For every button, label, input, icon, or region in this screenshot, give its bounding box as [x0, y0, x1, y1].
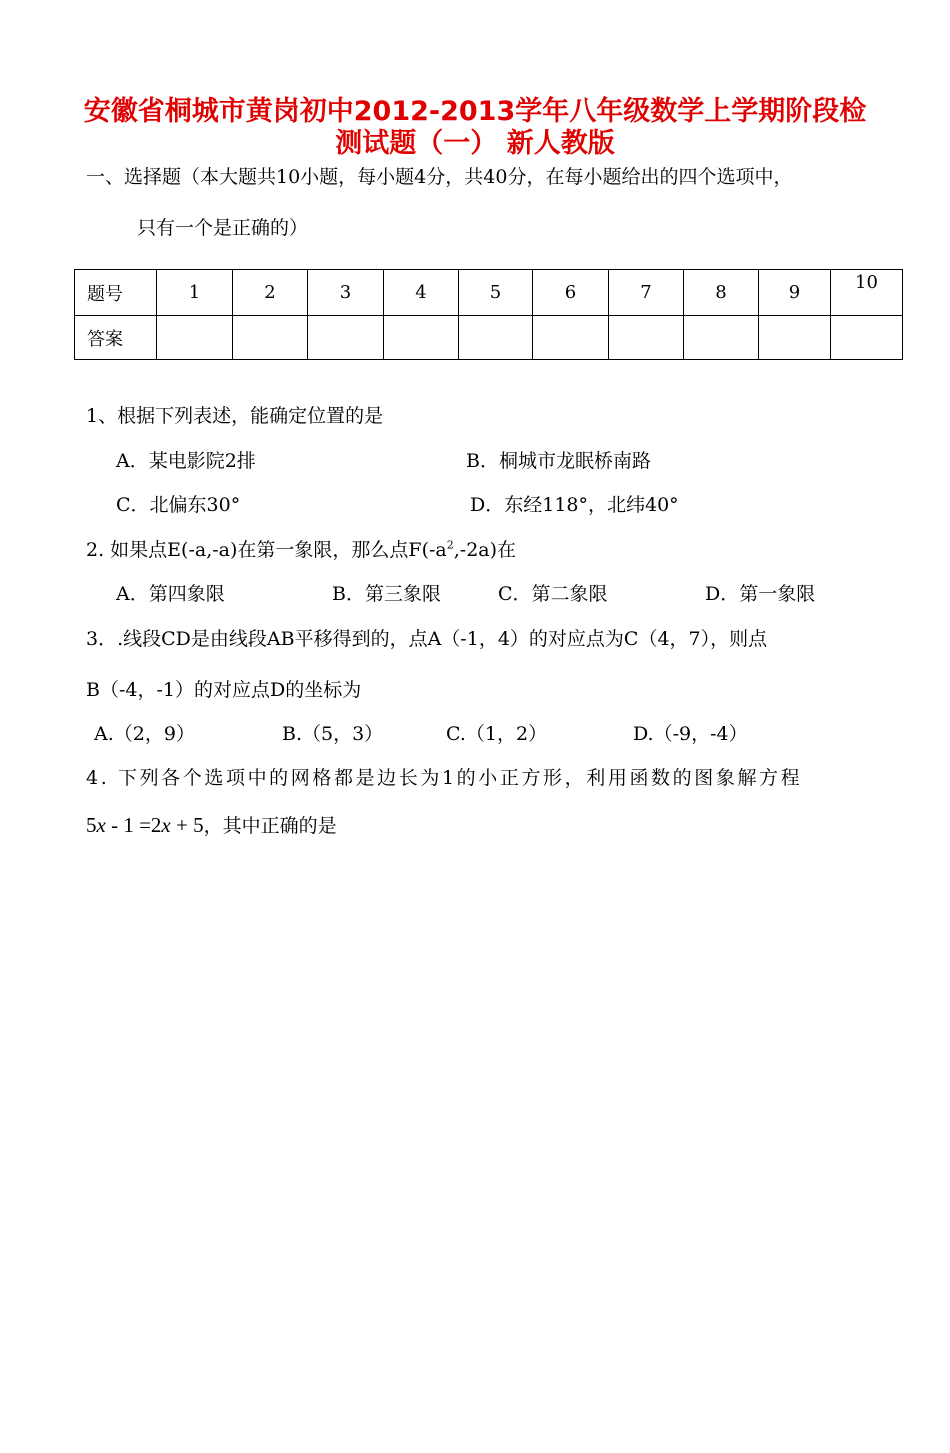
- question-number-cell: 1: [157, 270, 233, 316]
- table-row: [75, 316, 903, 360]
- q2-stem-part2: ,-2a)在: [453, 539, 517, 561]
- q2-option-a: A．第四象限: [116, 583, 225, 605]
- question-number-cell: 3: [308, 270, 384, 316]
- answer-table: [74, 269, 903, 360]
- q1-option-c: C．北偏东30°: [116, 494, 241, 516]
- q4-stem-line1: 4. 下列各个选项中的网格都是边长为1的小正方形，利用函数的图象解方程: [86, 767, 803, 789]
- q2-option-c: C．第二象限: [498, 583, 608, 605]
- answer-cell[interactable]: [831, 316, 903, 360]
- q1-option-a: A．某电影院2排: [116, 450, 256, 472]
- question-number-cell: 2: [233, 270, 308, 316]
- answer-cell[interactable]: [459, 316, 533, 360]
- question-number-cell: 5: [459, 270, 533, 316]
- q3-stem-line1: 3．.线段CD是由线段AB平移得到的，点A（-1，4）的对应点为C（4，7），则点: [86, 628, 768, 650]
- q2-stem-superscript: 2: [446, 538, 454, 552]
- answer-cell[interactable]: [308, 316, 384, 360]
- section1-heading: 一、选择题（本大题共10小题，每小题4分，共40分，在每小题给出的四个选项中，: [86, 166, 793, 188]
- question-number-cell: 10: [831, 270, 903, 316]
- question-number-cell: 9: [759, 270, 831, 316]
- answer-cell[interactable]: [759, 316, 831, 360]
- row-label-number: 题号: [75, 270, 157, 316]
- q4-equation: 5x - 1 =2x + 5: [86, 813, 204, 837]
- q3-stem-line2: B（-4，-1）的对应点D的坐标为: [86, 679, 362, 701]
- doc-title-line1: 安徽省桐城市黄岗初中2012-2013学年八年级数学上学期阶段检: [83, 96, 867, 127]
- q4-stem-line2: [86, 811, 337, 838]
- answer-cell[interactable]: [609, 316, 684, 360]
- q2-stem: [86, 535, 516, 562]
- q2-option-d: D．第一象限: [705, 583, 816, 605]
- answer-cell[interactable]: [384, 316, 459, 360]
- q2-option-b: B．第三象限: [332, 583, 441, 605]
- q4-stem-tail: ，其中正确的是: [203, 815, 337, 837]
- q3-option-a: A.（2，9）: [94, 723, 195, 745]
- section1-heading-cont: 只有一个是正确的）: [137, 217, 309, 239]
- answer-cell[interactable]: [533, 316, 609, 360]
- answer-cell[interactable]: [233, 316, 308, 360]
- doc-title-line2: 测试题（一） 新人教版: [335, 128, 615, 159]
- q3-option-d: D.（-9，-4）: [633, 723, 748, 745]
- question-number-cell: 8: [684, 270, 759, 316]
- table-row: [75, 270, 903, 316]
- q3-option-c: C.（1，2）: [446, 723, 548, 745]
- q1-option-b: B．桐城市龙眠桥南路: [466, 450, 651, 472]
- q1-option-d: D．东经118°，北纬40°: [470, 494, 679, 516]
- q1-stem: 1、根据下列表述，能确定位置的是: [86, 405, 384, 427]
- question-number-cell: 6: [533, 270, 609, 316]
- question-number-cell: 4: [384, 270, 459, 316]
- q3-option-b: B.（5，3）: [282, 723, 384, 745]
- question-number-cell: 7: [609, 270, 684, 316]
- answer-cell[interactable]: [157, 316, 233, 360]
- answer-cell[interactable]: [684, 316, 759, 360]
- q2-stem-part1: 2. 如果点E(-a,-a)在第一象限，那么点F(-a: [86, 539, 447, 561]
- row-label-answer: 答案: [75, 316, 157, 360]
